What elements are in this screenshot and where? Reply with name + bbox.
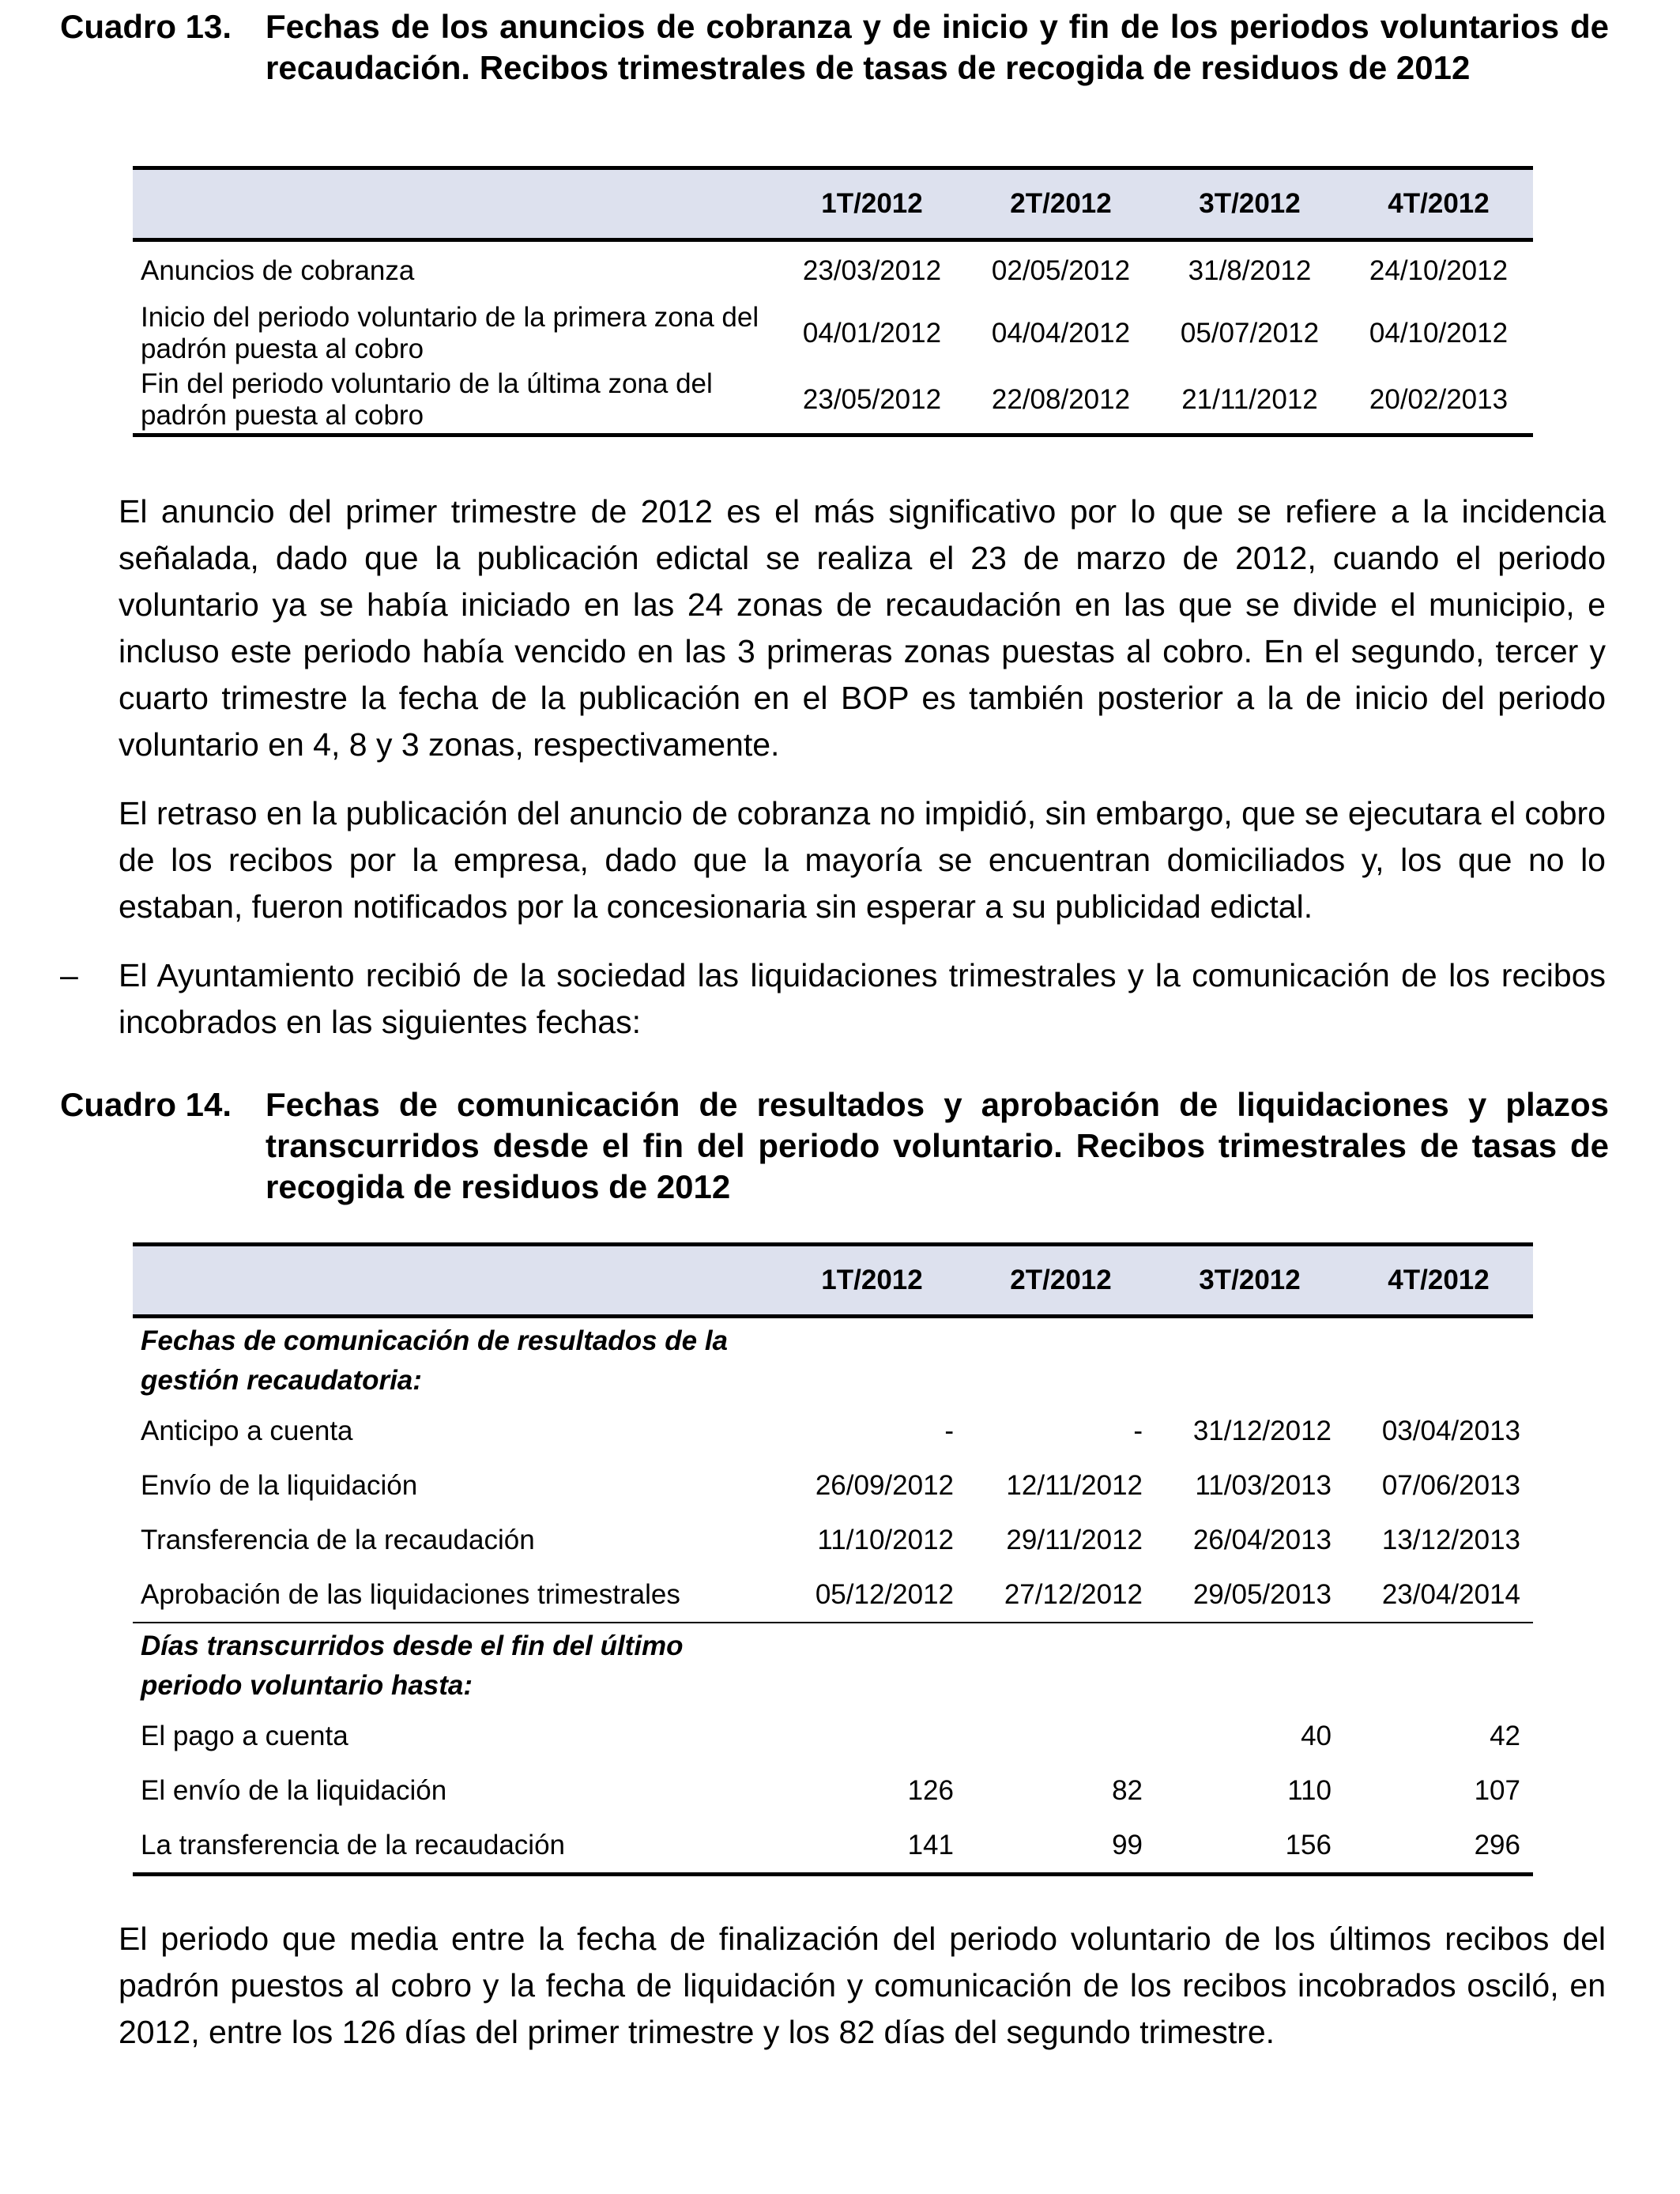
row-label: Inicio del periodo voluntario de la primera zona del padrón puesta al cobro [141,302,759,364]
table-cell: 42 [1490,1720,1520,1751]
table-cell: 82 [1112,1774,1143,1806]
row-label: El envío de la liquidación [141,1774,447,1806]
body-paragraph: El anuncio del primer trimestre de 2012 es el más significativo por lo que se refiere a la incidencia señalada, dado que la publicación edictal se realiza el 23 de marzo de 2012, cuando el periodo voluntario ya se había iniciado en las 24 zonas de recaudación en las que se divide el municipio, e incluso este periodo había vencido en las 3 primeras zonas puestas al cobro. En el segundo, tercer y cuarto trimestre la fecha de la publicación en el BOP es también posterior a la de inicio del periodo voluntario en 4, 8 y 3 zonas, respectivamente. [119,493,1606,763]
row-label: Anuncios de cobranza [141,255,415,286]
section-heading-row [133,1623,1533,1709]
row-label: Aprobación de las liquidaciones trimestrales [141,1578,680,1610]
table-row [133,1567,1533,1623]
column-header: 2T/2012 [966,1245,1155,1317]
table-row [133,1458,1533,1513]
cuadro13-title: Fechas de los anuncios de cobranza y de inicio y fin de los periodos voluntarios de recaudación. Recibos trimestrales de tasas de recogida de residuos de 2012 [266,8,1609,86]
cuadro13-label: Cuadro 13. [60,8,232,45]
table-row [133,1818,1533,1875]
table-cell: 05/07/2012 [1180,318,1320,349]
table-cell: 13/12/2013 [1381,1524,1520,1555]
table-cell: - [1133,1415,1143,1446]
cuadro14-label: Cuadro 14. [60,1086,232,1123]
table-cell: 156 [1155,1818,1344,1875]
row-label: Anticipo a cuenta [141,1415,353,1446]
table-cell: 26/04/2013 [1192,1524,1332,1555]
cuadro14-caption [60,1084,1609,1208]
column-header [133,168,778,240]
row-label: Envío de la liquidación [141,1469,418,1501]
table-row [133,1709,1533,1763]
cuadro13-caption [60,6,1609,89]
table-cell: 12/11/2012 [1006,1469,1143,1501]
row-label: Fin del periodo voluntario de la última zona del padrón puesta al cobro [133,367,778,435]
row-label: El pago a cuenta [141,1720,348,1751]
table-cell: 40 [1301,1720,1332,1751]
row-label: La transferencia de la recaudación [133,1818,778,1875]
table-row [133,367,1533,435]
column-header: 1T/2012 [778,1245,966,1317]
section-heading: Días transcurridos desde el fin del último periodo voluntario hasta: [133,1623,778,1709]
table-cell: 26/09/2012 [815,1469,954,1501]
table-row [133,240,1533,301]
table-cell: 29/11/2012 [1006,1524,1143,1555]
section-heading: Fechas de comunicación de resultados de la gestión recaudatoria: [141,1325,729,1396]
table-cell: 110 [1287,1774,1332,1806]
bullet-dash: – [60,957,78,993]
column-header: 3T/2012 [1155,168,1344,240]
final-paragraph: El periodo que media entre la fecha de finalización del periodo voluntario de los últimos recibos del padrón puestos al cobro y la fecha de liquidación y comunicación de los recibos incobrados osciló, en 2012, entre los 126 días del primer trimestre y los 82 días del segundo trimestre. [119,1921,1606,2050]
body-paragraph: El retraso en la publicación del anuncio de cobranza no impidió, sin embargo, que se ejecutara el cobro de los recibos por la empresa, dado que la mayoría se encuentran domiciliados y, los que no lo estaban, fueron notificados por la concesionaria sin esperar a su publicidad edictal. [119,795,1606,925]
column-header: 4T/2012 [1344,1245,1533,1317]
table-cell: 24/10/2012 [1369,255,1509,286]
table-cell: 03/04/2013 [1381,1415,1520,1446]
bullet-paragraph: El Ayuntamiento recibió de la sociedad las liquidaciones trimestrales y la comunicación de los recibos incobrados en las siguientes fechas: [119,957,1606,1040]
table-cell: 141 [778,1818,966,1875]
table-cell: 23/05/2012 [778,367,966,435]
table-row [133,1763,1533,1818]
column-header: 2T/2012 [966,168,1155,240]
table-row [133,1513,1533,1567]
table-cell: 02/05/2012 [991,255,1131,286]
table-cell: 126 [907,1774,954,1806]
table-cell: 20/02/2013 [1344,367,1533,435]
table-cell [778,1709,966,1763]
table-cell: 31/8/2012 [1188,255,1312,286]
table-cell: 05/12/2012 [815,1578,954,1610]
column-header: 4T/2012 [1344,168,1533,240]
table-cell: 29/05/2013 [1192,1578,1332,1610]
table-cell: 04/10/2012 [1369,318,1509,349]
table-cell: 04/01/2012 [802,318,942,349]
table-cell: 27/12/2012 [1004,1578,1143,1610]
cuadro14-title: Fechas de comunicación de resultados y aprobación de liquidaciones y plazos transcurridos desde el fin del periodo voluntario. Recibos trimestrales de tasas de recogida de residuos de 2012 [266,1086,1609,1205]
column-header [133,1245,778,1317]
cuadro13-table [133,166,1533,437]
table-cell: 31/12/2012 [1192,1415,1332,1446]
table-row [133,300,1533,367]
table-header-row [133,168,1533,240]
table-cell: 99 [966,1818,1155,1875]
row-label: Transferencia de la recaudación [141,1524,535,1555]
cuadro14-table [133,1242,1533,1876]
table-cell: 107 [1474,1774,1520,1806]
table-cell: 22/08/2012 [966,367,1155,435]
column-header: 3T/2012 [1155,1245,1344,1317]
table-cell: 23/04/2014 [1381,1578,1520,1610]
table-cell: 04/04/2012 [991,318,1131,349]
table-header-row [133,1245,1533,1317]
table-cell: 07/06/2013 [1381,1469,1520,1501]
table-cell: 23/03/2012 [802,255,942,286]
section-heading-row [133,1317,1533,1404]
table-cell: 296 [1344,1818,1533,1875]
table-cell [966,1709,1155,1763]
table-cell: - [944,1415,954,1446]
column-header: 1T/2012 [778,168,966,240]
table-cell: 11/10/2012 [817,1524,954,1555]
table-cell: 21/11/2012 [1155,367,1344,435]
table-cell: 11/03/2013 [1195,1469,1332,1501]
table-row [133,1404,1533,1458]
